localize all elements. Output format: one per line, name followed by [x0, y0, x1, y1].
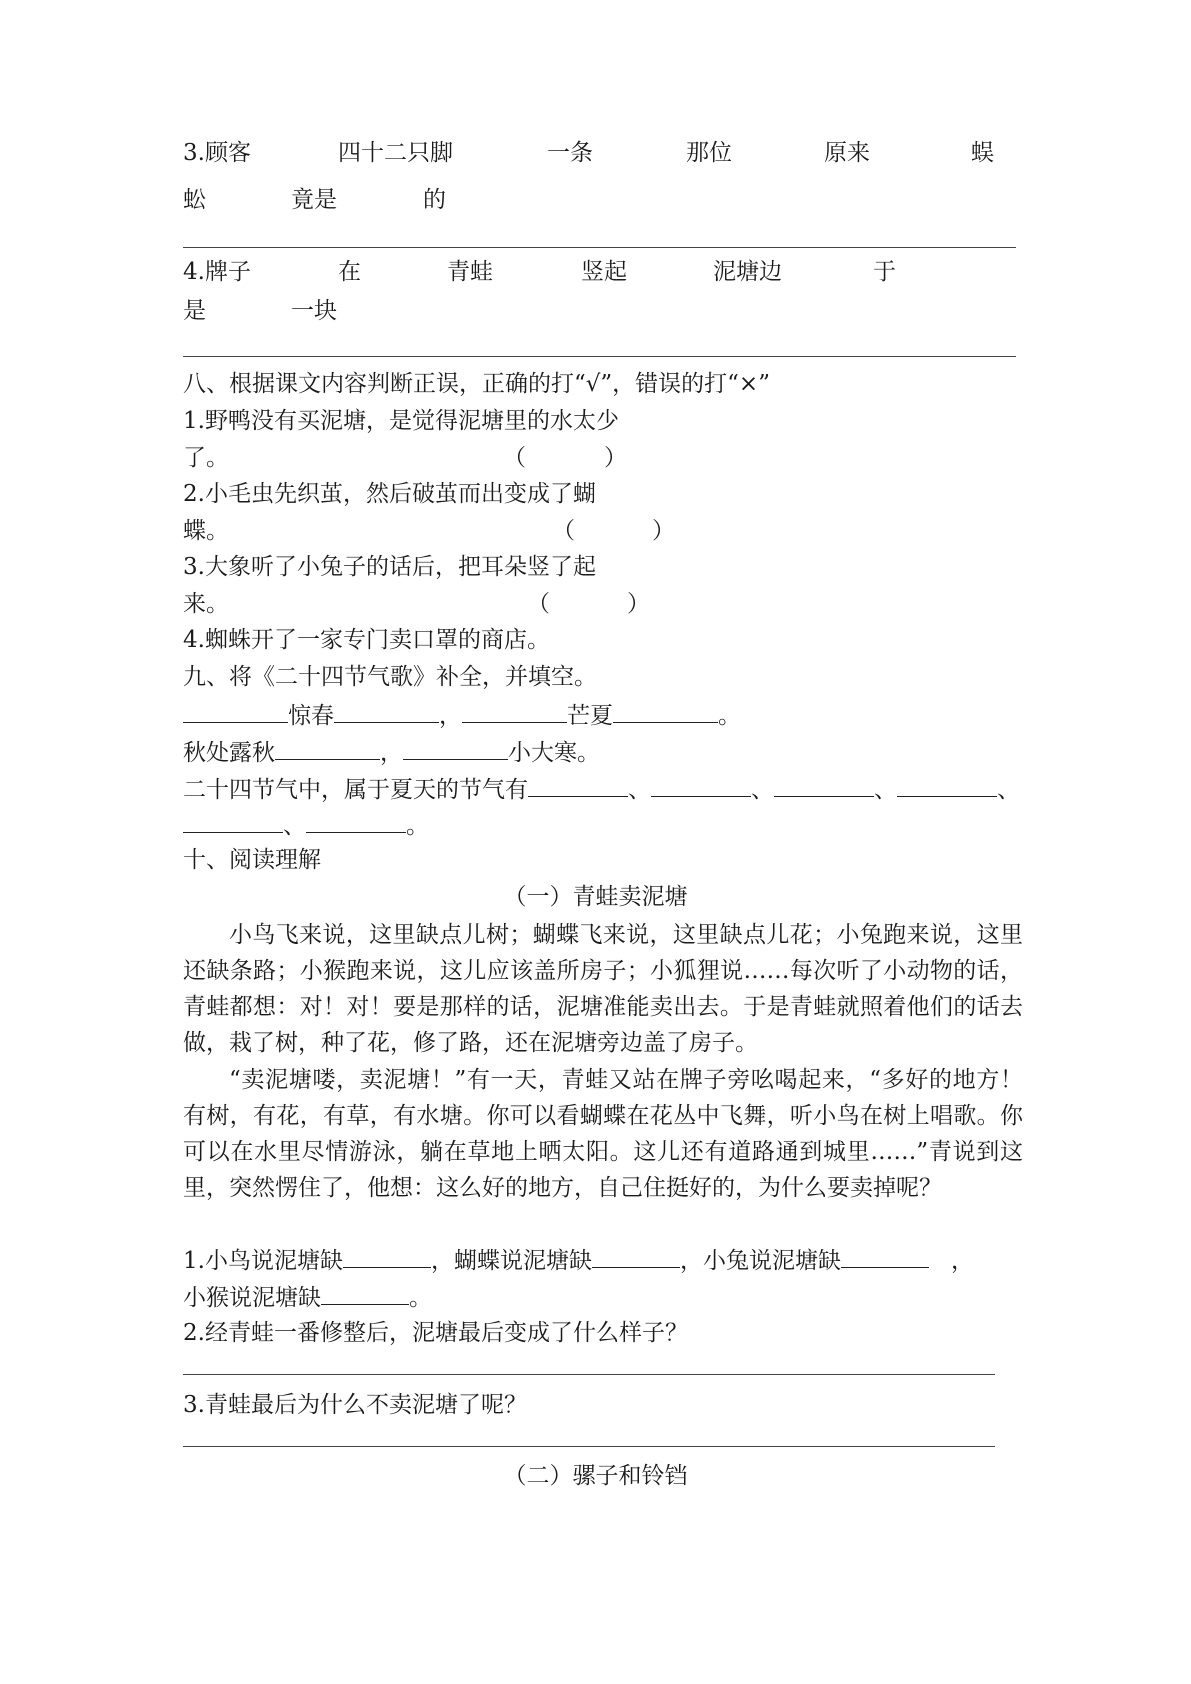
word: 是: [183, 298, 206, 324]
fill-blank[interactable]: [774, 772, 874, 797]
text: 了。: [183, 445, 229, 471]
word: 一条: [547, 140, 593, 166]
fill-blank[interactable]: [592, 1243, 680, 1268]
answer-line[interactable]: [183, 247, 1016, 248]
fill-blank[interactable]: [183, 698, 288, 723]
judge-item-1-cont: [183, 442, 683, 474]
separator: 、: [751, 777, 774, 803]
fill-blank[interactable]: [841, 1243, 929, 1268]
text: 小大寒。: [508, 740, 600, 766]
judge-item-3-cont: [183, 588, 683, 620]
fill-blank[interactable]: [321, 1280, 409, 1305]
passage-1-heading: （一）青蛙卖泥塘: [503, 884, 688, 910]
fill-blank[interactable]: [651, 772, 751, 797]
question-3: 3.青蛙最后为什么不卖泥塘了呢？: [183, 1392, 527, 1418]
judge-item-3: 3.大象听了小兔子的话后，把耳朵竖了起: [183, 554, 596, 580]
word: 那位: [686, 140, 732, 166]
passage-1-paragraph-2: “卖泥塘喽，卖泥塘！”有一天，青蛙又站在牌子旁吆喝起来，“多好的地方！有树，有花，有草，有水塘。你可以看蝴蝶在花丛中飞舞，听小鸟在树上唱歌。你可以在水里尽情游泳，躺在草地上晒太阳。这儿还有道路通到城里……”青说到这里，突然愣住了，他想：这么好的地方，自己住挺好的，为什么要卖掉呢？: [183, 1067, 1023, 1201]
section-10-title: 十、阅读理解: [183, 847, 321, 873]
judge-item-1: 1.野鸭没有买泥塘，是觉得泥塘里的水太少: [183, 408, 619, 434]
summer-terms-line-cont: [183, 808, 429, 840]
question-1: [183, 1243, 974, 1275]
word: 在: [338, 259, 361, 285]
fill-blank[interactable]: [462, 698, 567, 723]
word: 泥塘边: [713, 259, 782, 285]
solar-terms-line-2: [183, 735, 600, 767]
word: 竖起: [581, 259, 627, 285]
text: ，小兔说泥塘缺: [679, 1248, 841, 1274]
question-1-cont: [183, 1280, 432, 1312]
word: 3.顾客: [183, 140, 251, 166]
fill-blank[interactable]: [403, 735, 508, 760]
word: 一块: [291, 298, 337, 324]
word: 蚣: [183, 187, 206, 213]
fill-blank[interactable]: [897, 772, 997, 797]
separator: 、: [997, 777, 1020, 803]
word: 的: [423, 187, 446, 213]
text: 。: [409, 1285, 432, 1311]
judge-item-4: 4.蜘蛛开了一家专门卖口罩的商店。: [183, 627, 550, 653]
word: 四十二只脚: [338, 140, 453, 166]
judge-item-2-cont: [183, 515, 683, 547]
text: 。: [406, 813, 429, 839]
answer-paren-open[interactable]: （: [552, 518, 575, 544]
text: 芒夏: [567, 703, 613, 729]
word: 原来: [824, 140, 870, 166]
answer-paren-close[interactable]: ）: [627, 591, 650, 617]
separator: 、: [628, 777, 651, 803]
passage-2-heading: （二）骡子和铃铛: [503, 1463, 688, 1489]
word: 于: [873, 259, 896, 285]
text: 。: [718, 703, 741, 729]
text: 来。: [183, 591, 229, 617]
text: 秋处露秋: [183, 740, 275, 766]
separator: 、: [874, 777, 897, 803]
summer-terms-line: [183, 772, 1020, 804]
text: 1.小鸟说泥塘缺: [183, 1248, 343, 1274]
text: 小猴说泥塘缺: [183, 1285, 321, 1311]
answer-paren-close[interactable]: ）: [604, 445, 627, 471]
question-2: 2.经青蛙一番修整后，泥塘最后变成了什么样子？: [183, 1320, 688, 1346]
text: ，蝴蝶说泥塘缺: [430, 1248, 592, 1274]
text: 惊春: [288, 703, 334, 729]
fill-blank[interactable]: [343, 1243, 431, 1268]
passage-1-paragraph-1: 小鸟飞来说，这里缺点儿树；蝴蝶飞来说，这里缺点儿花；小兔跑来说，这里还缺条路；小猴跑来说，这儿应该盖所房子；小狐狸说……每次听了小动物的话，青蛙都想：对！对！要是那样的话，泥塘准能卖出去。于是青蛙就照着他们的话去做，栽了树，种了花，修了路，还在泥塘旁边盖了房子。: [183, 922, 1023, 1056]
word: 蜈: [971, 140, 994, 166]
answer-paren-close[interactable]: ）: [652, 518, 675, 544]
judge-item-2: 2.小毛虫先织茧，然后破茧而出变成了蝴: [183, 481, 596, 507]
text: 蝶。: [183, 518, 229, 544]
fill-blank[interactable]: [334, 698, 439, 723]
answer-paren-open[interactable]: （: [527, 591, 550, 617]
text: ，: [439, 703, 462, 729]
text: ，: [380, 740, 403, 766]
answer-line[interactable]: [183, 1374, 995, 1375]
fill-blank[interactable]: [528, 772, 628, 797]
answer-paren-open[interactable]: （: [503, 445, 526, 471]
section-9-title: 九、将《二十四节气歌》补全，并填空。: [183, 664, 597, 690]
fill-blank[interactable]: [613, 698, 718, 723]
word: 4.牌子: [183, 259, 251, 285]
answer-line[interactable]: [183, 1446, 995, 1447]
text: ，: [950, 1248, 974, 1274]
section-8-title: 八、根据课文内容判断正误，正确的打“√”，错误的打“×”: [183, 371, 770, 397]
word: 竟是: [291, 187, 337, 213]
word: 青蛙: [447, 259, 493, 285]
text: 二十四节气中，属于夏天的节气有: [183, 777, 528, 803]
solar-terms-line-1: [183, 698, 741, 730]
fill-blank[interactable]: [275, 735, 380, 760]
separator: 、: [283, 813, 306, 839]
fill-blank[interactable]: [306, 808, 406, 833]
answer-line[interactable]: [183, 356, 1016, 357]
fill-blank[interactable]: [183, 808, 283, 833]
